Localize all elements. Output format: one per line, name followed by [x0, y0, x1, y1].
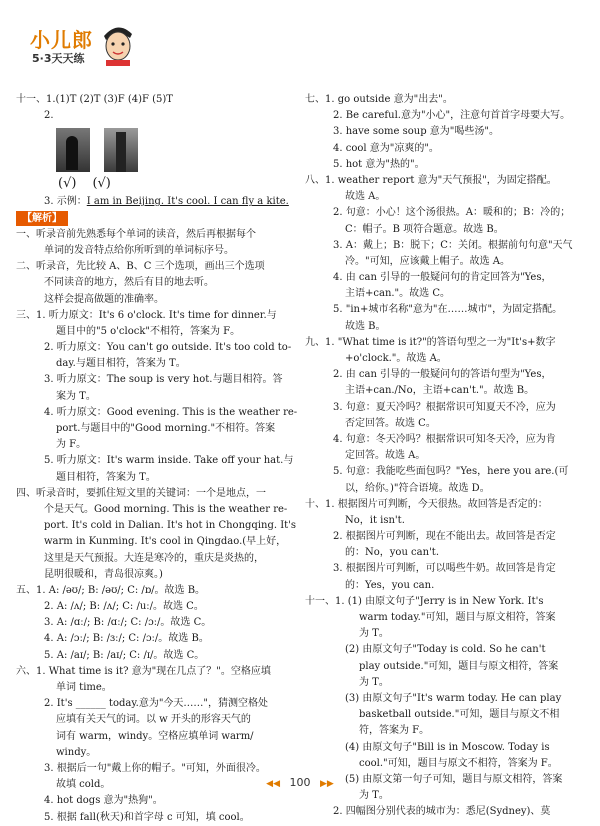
text-line: 2. 听力原文：You can't go outside. It's too cold to-: [44, 342, 292, 354]
text-line: 故填 cold。: [56, 779, 111, 791]
photo-building: [104, 128, 138, 172]
text-line: 4. A: /ɔː/; B: /ɜː/; C: /ɔː/。故选 B。: [44, 633, 209, 645]
text-line: 2. It's ______ today.意为"今天……"，猜测空格处: [44, 698, 269, 710]
logo-subtitle: 5·3天天练: [32, 52, 85, 65]
text-line: No，it isn't.: [345, 514, 405, 526]
text-line: 应填有关天气的词。以 w 开头的形容天气的: [56, 714, 251, 726]
text-line: 为 T。: [359, 790, 389, 802]
text-line: (3) 由原文句子"It's warm today. He can play: [345, 692, 562, 704]
text-line: 3. A: /ɑː/; B: /ɑː/; C: /ɔː/。故选 C。: [44, 617, 212, 629]
text-line: 5. 听力原文：It's warm inside. Take off your hat.与: [44, 455, 294, 467]
text-line: 2. 四幅图分别代表的城市为：悉尼(Sydney)、莫: [333, 806, 551, 818]
check-marks: [16, 172, 300, 194]
check-mark-2: (√): [92, 175, 111, 191]
text-line: 为 T。: [359, 628, 389, 640]
text-line: (4) 由原文句子"Bill is in Moscow. Today is: [345, 741, 550, 753]
text-line: 七、1. go outside 意为"出去"。: [305, 94, 453, 105]
text-line: 5. 根据 fall(秋天)和首字母 c 可知，填 cool。: [44, 811, 250, 823]
text-line: 单词 time。: [56, 682, 112, 693]
logo-title: 小儿郎: [30, 28, 93, 52]
text-line: 2. 根据图片可判断，现在不能出去。故回答是否定: [333, 531, 556, 543]
text-line: 不同读音的地方，然后有目的地去听。: [44, 277, 214, 289]
text-line: 八、1. weather report 意为"天气预报"，为固定搭配。: [305, 174, 557, 186]
text-line: 否定回答。故选 C。: [345, 417, 436, 429]
text-line: 4. 句意：冬天冷吗？根据常识可知冬天冷，应为肯: [333, 433, 556, 445]
text-line: 昆明很暖和，青岛很凉爽。): [44, 568, 163, 580]
right-explanations: [305, 92, 590, 820]
right-column: [305, 92, 590, 820]
text-line: 2. 由 can 引导的一般疑问句的答语句型为"Yes，: [333, 369, 552, 381]
text-line: 六、1. What time is it? 意为"现在几点了？"。空格应填: [16, 665, 271, 677]
text-line: 4. 由 can 引导的一般疑问句的肯定回答为"Yes，: [333, 272, 552, 284]
text-line: 5. 句意：我能吃些面包吗？"Yes，here you are.(可: [333, 466, 569, 478]
text-line: 3. A：戴上；B：脱下；C：关闭。根据前句句意"天气: [333, 239, 573, 251]
text-line: play outside."可知，题目与原文相符，答案: [359, 660, 559, 672]
text-line: 3. 根据后一句"戴上你的帽子。"可知，外面很冷。: [44, 762, 266, 774]
text-line: 5. "in+城市名称"意为"在……城市"，为固定搭配。: [333, 304, 563, 316]
text-line: 故选 A。: [345, 191, 386, 203]
text-line: (2) 由原文句子"Today is cold. So he can't: [345, 644, 546, 656]
text-line: 3. 句意：夏天冷吗？根据常识可知夏天不冷，应为: [333, 401, 556, 413]
text-line: 的：No，you can't.: [345, 547, 440, 559]
photo-person: [56, 128, 90, 172]
series-logo: [30, 22, 130, 70]
text-line: 符，答案为 F。: [359, 725, 430, 737]
text-line: +o'clock."。故选 A。: [345, 353, 447, 364]
text-line: 个是天气。Good morning. This is the weather re-: [44, 503, 288, 515]
answer-3-example: I am in Beijing. It's cool. I can fly a kite.: [86, 196, 289, 208]
text-line: 4. 听力原文：Good evening. This is the weather re-: [44, 406, 298, 418]
text-line: 题目相符，答案为 T。: [56, 471, 156, 483]
answer-item-2-label: 2.: [44, 110, 54, 122]
text-line: 题目中的"5 o'clock"不相符，答案为 F。: [56, 325, 241, 337]
answer-3-prefix: 3. 示例：: [44, 196, 87, 208]
mascot-face-icon: [100, 22, 136, 66]
text-line: 2. Be careful.意为"小心"，注意句首首字母要大写。: [333, 110, 571, 122]
text-line: 为 T。: [359, 676, 389, 688]
text-line: port. It's cold in Dalian. It's hot in Chongqing. It's: [44, 520, 297, 532]
jiexi-header: [16, 211, 300, 227]
text-line: 十、1. 根据图片可判断，今天很热。故回答是否定的：: [305, 498, 548, 510]
next-arrows-icon: ▶▶: [320, 779, 334, 789]
text-line: cool."可知，题目与原文不相符，答案为 F。: [359, 757, 558, 769]
page-number: 100: [289, 776, 311, 789]
text-line: 为 F。: [56, 439, 87, 451]
page-footer: [0, 774, 600, 794]
text-line: windy。: [56, 746, 97, 758]
answer-line-3: [16, 194, 300, 210]
text-line: 定回答。故选 A。: [345, 450, 426, 462]
text-line: 四、听录音时，要抓住短文里的关键词：一个是地点，一: [16, 487, 266, 499]
text-line: 3. have some soup 意为"喝些汤"。: [333, 126, 499, 138]
text-line: basketball outside."可知，题目与原文不相: [359, 709, 560, 721]
text-line: 4. hot dogs 意为"热狗"。: [44, 795, 163, 807]
text-line: 二、听录音，先比较 A、B、C 三个选项，画出三个选项: [16, 261, 265, 273]
check-mark-1: (√): [58, 175, 77, 191]
text-line: 主语+can./No，主语+can't."。故选 B。: [345, 385, 535, 397]
prev-arrows-icon: ◀◀: [266, 779, 280, 789]
text-line: 2. 句意：小心！这个汤很热。A：暖和的；B：冷的；: [333, 207, 571, 219]
text-line: day.与题目相符，答案为 T。: [56, 358, 186, 370]
answer-line: 十一、1.(1)T (2)T (3)F (4)F (5)T: [16, 94, 173, 105]
text-line: 这里是天气预报。大连是寒冷的，重庆是炎热的，: [44, 552, 264, 564]
text-line: 2. A: /ʌ/; B: /ʌ/; C: /uː/。故选 C。: [44, 601, 204, 613]
text-line: 5. hot 意为"热的"。: [333, 158, 425, 170]
text-line: (5) 由原文第一句子可知，题目与原文相符，答案: [345, 773, 563, 785]
text-line: warm today."可知，题目与原文相符，答案: [359, 612, 556, 623]
text-line: 五、1. A: /əʊ/; B: /əʊ/; C: /ɒ/。故选 B。: [16, 584, 206, 596]
left-explanations: [16, 227, 300, 826]
text-line: 以，给你。)"符合语境。故选 D。: [345, 482, 490, 494]
text-line: 主语+can."。故选 C。: [345, 288, 450, 300]
text-line: 一、听录音前先熟悉每个单词的读音，然后再根据每个: [16, 228, 256, 240]
text-line: 十一、1. (1) 由原文句子"Jerry is in New York. It's: [305, 595, 544, 607]
text-line: 单词的发音特点给你所听到的单词标序号。: [44, 244, 234, 256]
text-line: port.与题目中的"Good morning."不相符。答案: [56, 423, 276, 434]
answer-images: [16, 124, 300, 172]
text-line: C：帽子。B 项符合题意。故选 B。: [345, 223, 504, 235]
left-column: [16, 92, 300, 826]
text-line: 的：Yes，you can.: [345, 579, 435, 591]
text-line: 5. A: /aɪ/; B: /aɪ/; C: /ɪ/。故选 C。: [44, 649, 205, 661]
text-line: 故选 B。: [345, 320, 386, 332]
text-line: 词有 warm，windy。空格应填单词 warm/: [56, 730, 254, 742]
text-line: warm in Kunming. It's cool in Qingdao.(早上好，: [44, 536, 287, 548]
text-line: 3. 根据图片可判断，可以喝些牛奶。故回答是肯定: [333, 563, 556, 575]
jiexi-label: 【解析】: [16, 211, 68, 226]
text-line: 案为 T。: [56, 390, 96, 402]
text-line: 这样会提高做题的准确率。: [44, 293, 164, 305]
text-line: 冷。"可知，应该戴上帽子。故选 A。: [345, 255, 510, 267]
text-line: 九、1. "What time is it?"的答语句型之一为"It's+数字: [305, 336, 556, 348]
text-line: 三、1. 听力原文：It's 6 o'clock. It's time for dinner.与: [16, 309, 277, 321]
text-line: 3. 听力原文：The soup is very hot.与题目相符。答: [44, 374, 283, 386]
text-line: 4. cool 意为"凉爽的"。: [333, 142, 439, 154]
